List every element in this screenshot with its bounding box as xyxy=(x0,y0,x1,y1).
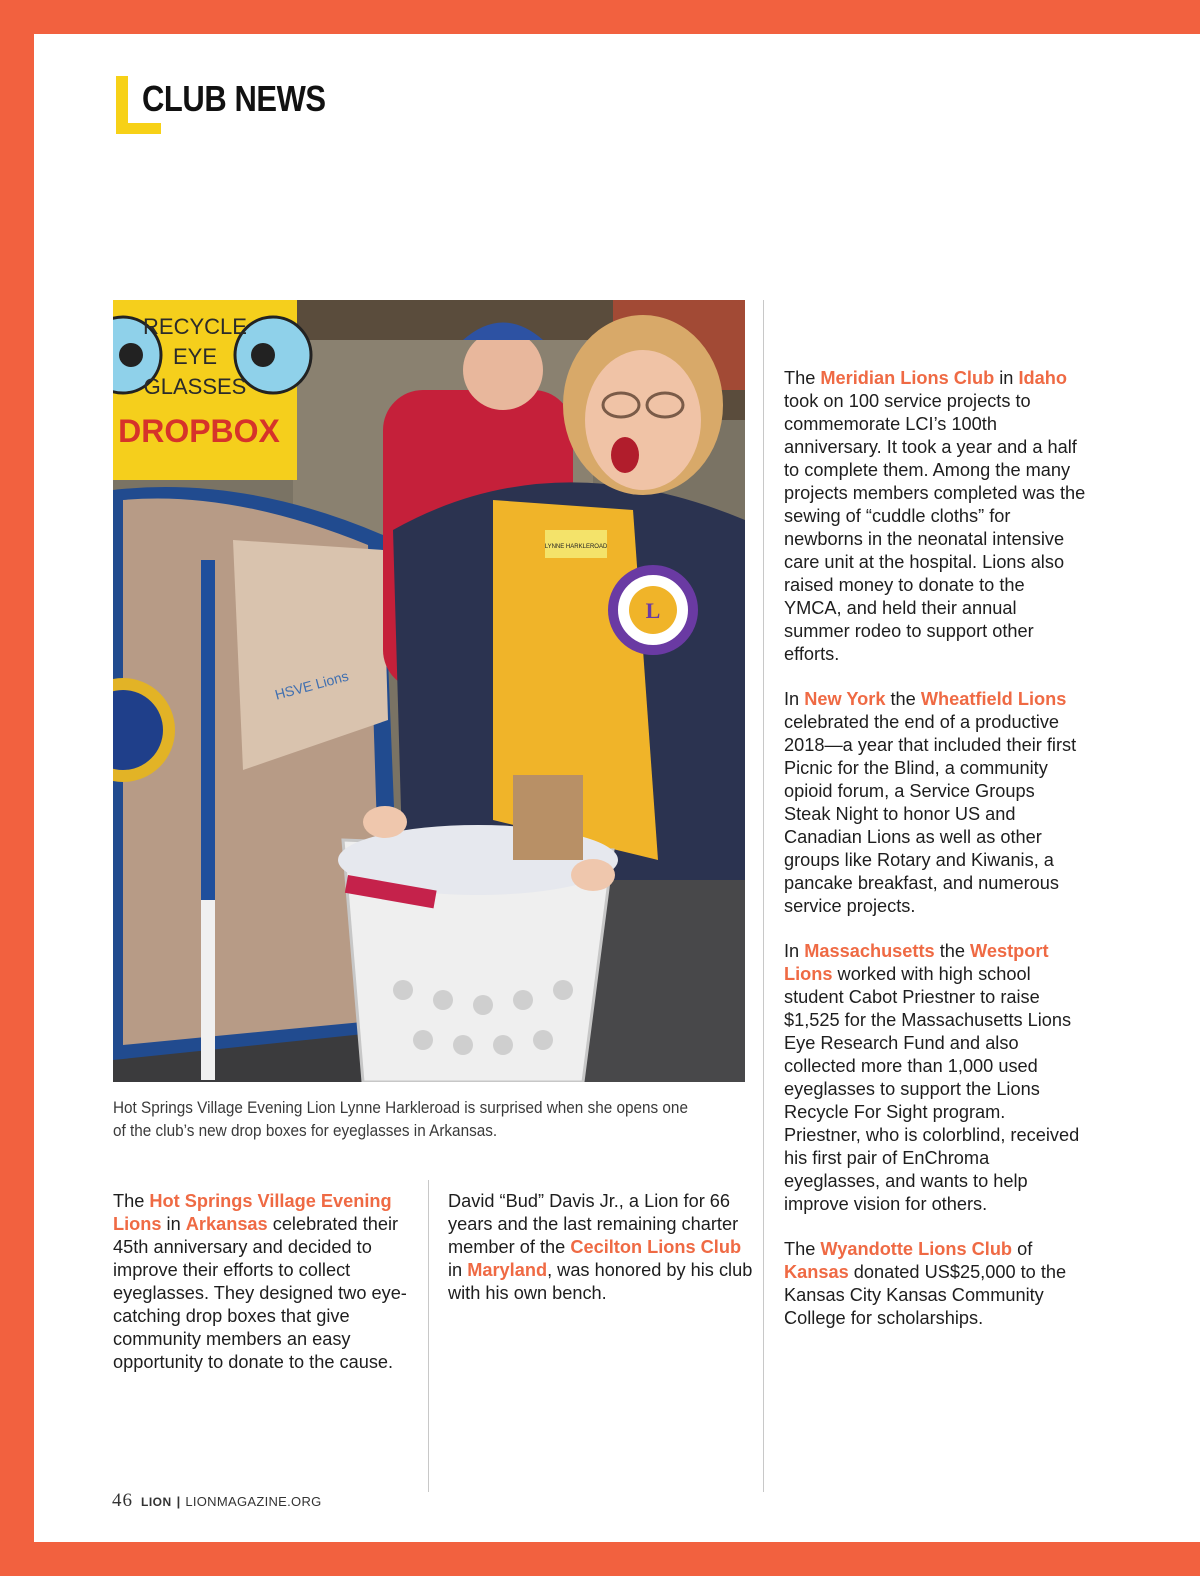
story-cecilton: David “Bud” Davis Jr., a Lion for 66 years and the last remaining charter member of the Cecilton Lions Club in Maryland, was honored by his club with his own bench. xyxy=(448,1191,753,1303)
club-name: Hot Springs Village Evening Lions xyxy=(113,1191,392,1234)
club-name: Wheatfield Lions xyxy=(920,689,1067,709)
feature-photo xyxy=(113,300,745,1082)
state-name: Massachusetts xyxy=(804,941,935,961)
right-column xyxy=(784,367,1086,1352)
state-name: New York xyxy=(804,689,886,709)
state-name: Idaho xyxy=(1018,368,1067,388)
emblem-letter: L xyxy=(645,598,661,623)
club-name: Cecilton Lions Club xyxy=(570,1237,742,1257)
mailbox-text: HSVE Lions xyxy=(273,667,351,703)
sign-dropbox: DROPBOX xyxy=(118,413,280,449)
state-name: Arkansas xyxy=(185,1214,268,1234)
section-bracket-foot xyxy=(116,123,161,134)
state-name: Maryland xyxy=(467,1260,548,1280)
page-number: 46 xyxy=(112,1490,133,1511)
story-wyandotte: The Wyandotte Lions Club of Kansas donated US$25,000 to the Kansas City Kansas Community College for scholarships. xyxy=(784,1239,1067,1328)
footer-separator: | xyxy=(176,1494,181,1509)
magazine-page xyxy=(34,34,1200,1542)
sign-line-2: EYE xyxy=(172,344,218,369)
story-westport: In Massachusetts the Westport Lions worked with high school student Cabot Priestner to raise $1,525 for the Massachusetts Lions Eye Research Fund and also collected more than 1,000 used eyeglasses to support the Lions Recycle For Sight program. Priestner, who is colorblind, received his first pair of EnChroma eyeglasses, and wants to help improve vision for others. xyxy=(784,941,1080,1214)
section-title: CLUB NEWS xyxy=(142,78,326,119)
sign-line-3: GLASSES xyxy=(143,374,247,399)
column-divider-right xyxy=(763,300,764,1492)
club-name: Meridian Lions Club xyxy=(820,368,995,388)
name-badge: LYNNE HARKLEROAD xyxy=(544,544,608,550)
sign-line-1: RECYCLE xyxy=(143,314,247,339)
magazine-name: LION xyxy=(141,1495,172,1509)
column-divider-left xyxy=(428,1180,429,1492)
photo-caption: Hot Springs Village Evening Lion Lynne Harkleroad is surprised when she opens one of the club’s new drop boxes for eyeglasses in Arkansas. xyxy=(113,1098,688,1140)
story-wheatfield: In New York the Wheatfield Lions celebrated the end of a productive 2018—a year that included their first Picnic for the Blind, a community opioid forum, a Service Groups Steak Night to honor US and Canadian Lions as well as other groups like Rotary and Kiwanis, a pancake breakfast, and numerous service projects. xyxy=(784,689,1077,916)
club-name: Wyandotte Lions Club xyxy=(820,1239,1013,1259)
story-hot-springs: The Hot Springs Village Evening Lions in Arkansas celebrated their 45th anniversary and decided to improve their efforts to collect eyeglasses. They designed two eye-catching drop boxes that give community members an easy opportunity to donate to the cause. xyxy=(113,1191,407,1372)
club-name: Westport Lions xyxy=(784,941,1049,984)
state-name: Kansas xyxy=(784,1262,849,1282)
magazine-url[interactable]: LIONMAGAZINE.ORG xyxy=(185,1494,322,1509)
story-meridian: The Meridian Lions Club in Idaho took on 100 service projects to commemorate LCI’s 100th anniversary. It took a year and a half to complete them. Among the many projects members completed was the sewing of “cuddle cloths” for newborns in the neonatal intensive care unit at the hospital. Lions also raised money to donate to the YMCA, and held their annual summer rodeo to support other efforts. xyxy=(784,368,1086,664)
page-footer xyxy=(112,1490,322,1512)
